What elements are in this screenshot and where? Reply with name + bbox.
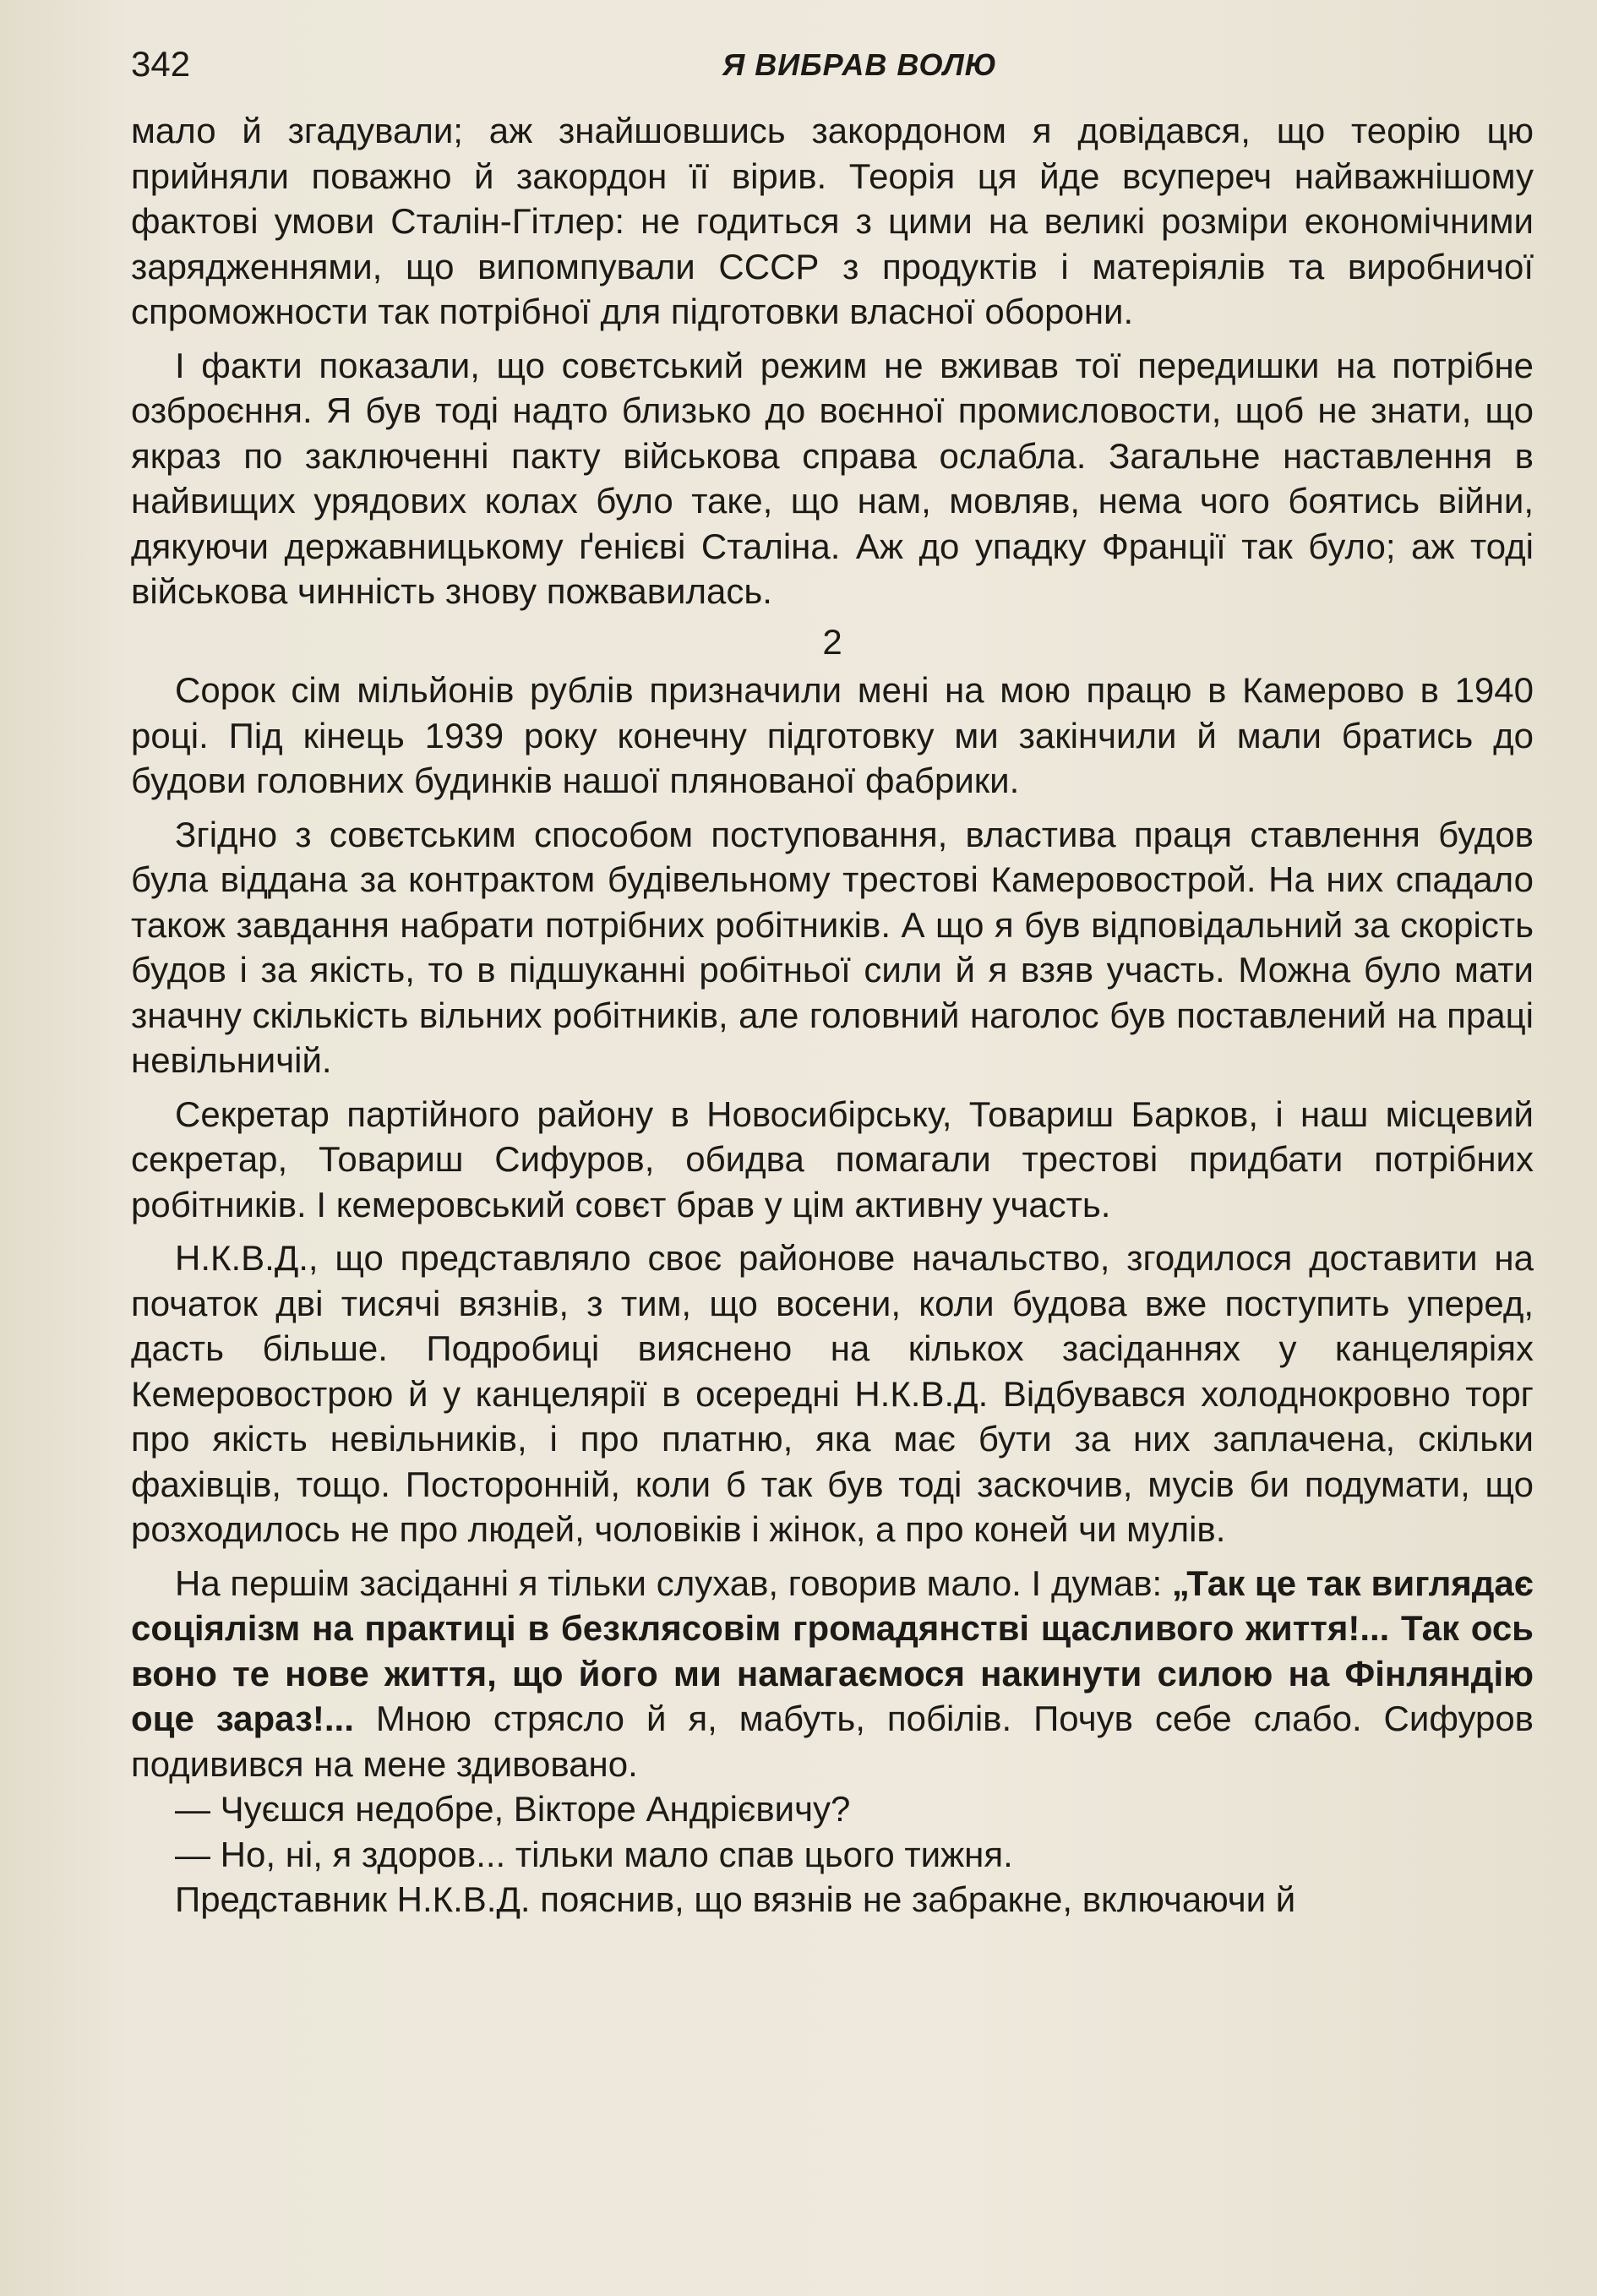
paragraph-continued: мало й згадували; аж знайшовшись закордоном я довідався, що теорію цю прийняли поважно й закордон її вірив. Теорія ця йде всупереч найважнішому фактові умови Сталін-Гітлер: не годиться з цими на великі розміри економічними зарядженнями, що випомпували СССР з продуктів і матеріялів та виробничої спроможности так потрібної для підготовки власної оборони.	[131, 111, 1534, 331]
dialogue-line: — Но, ні, я здоров... тільки мало спав цього тижня.	[175, 1834, 1013, 1874]
page-number: 342	[131, 44, 191, 84]
body-text	[131, 108, 1534, 1922]
page-header	[131, 44, 1534, 95]
paragraph: Н.К.В.Д., що представляло своє районове начальство, згодилося доставити на початок дві тисячі вязнів, з тим, що восени, коли будова вже поступить уперед, дасть більше. Подробиці вияснено на кількох засіданнях у канцеляріях Кемеровострою й у канцелярії в осередні Н.К.В.Д. Відбувався холоднокровно торг про якість невільників, і про платню, яка має бути за них заплачена, скільки фахівців, тощо. Посторонній, коли б так був тоді заскочив, мусів би подумати, що розходилось не про людей, чоловіків і жінок, а про коней чи мулів.	[131, 1238, 1534, 1549]
paragraph: Представник Н.К.В.Д. пояснив, що вязнів не забракне, включаючи й	[175, 1879, 1296, 1919]
paragraph: І факти показали, що совєтський режим не вживав тої передишки на потрібне озброєння. Я був тоді надто близько до воєнної промисловости, щоб не знати, що якраз по заключенні пакту військова справа ослабла. Загальне наставлення в найвищих урядових колах було таке, що нам, мовляв, нема чого боятись війни, дякуючи державницькому ґенієві Сталіна. Аж до упадку Франції так було; аж тоді військова чинність знову пожвавилась.	[131, 345, 1534, 611]
paragraph-with-emphasis	[131, 1561, 1534, 1787]
running-title: Я ВИБРАВ ВОЛЮ	[722, 47, 998, 82]
paragraph-start-text: На першім засіданні я тільки слухав, говорив мало. І думав:	[175, 1562, 1172, 1603]
paragraph: Згідно з совєтським способом поступовання, властива праця ставлення будов була віддана за контрактом будівельному трестові Камеровострой. На них спадало також завдання набрати потрібних робітників. А що я був відповідальний за скорість будов і за якість, то в підшуканні робітньої сили й я взяв участь. Можна було мати значну скількість вільних робітників, але головний наголос був поставлений на праці невільничій.	[131, 814, 1534, 1080]
bold-quote-text: „Так це так виглядає соціялізм на практиці в безклясовім громадянстві щасливого життя!... Так ось воно те нове життя, що його ми намагаємося накинути силою на Фінляндію оце зараз!...	[131, 1562, 1534, 1738]
paragraph: Сорок сім мільйонів рублів призначили мені на мою працю в Камерово в 1940 році. Під кінець 1939 року конечну підготовку ми закінчили й мали братись до будови головних будинків нашої плянованої фабрики.	[131, 670, 1534, 800]
paragraph: Секретар партійного району в Новосибірську, Товариш Барков, і наш місцевий секретар, Товариш Сифуров, обидва помагали трестові придбати потрібних робітників. І кемеровський совєт брав у цім активну участь.	[131, 1093, 1534, 1224]
paragraph-end-text: Мною стрясло й я, мабуть, побілів. Почув себе слабо. Сифуров подивився на мене здивовано.	[131, 1699, 1534, 1784]
dialogue-line: — Чуєшся недобре, Вікторе Андрієвичу?	[175, 1789, 851, 1829]
section-number: 2	[822, 621, 842, 662]
